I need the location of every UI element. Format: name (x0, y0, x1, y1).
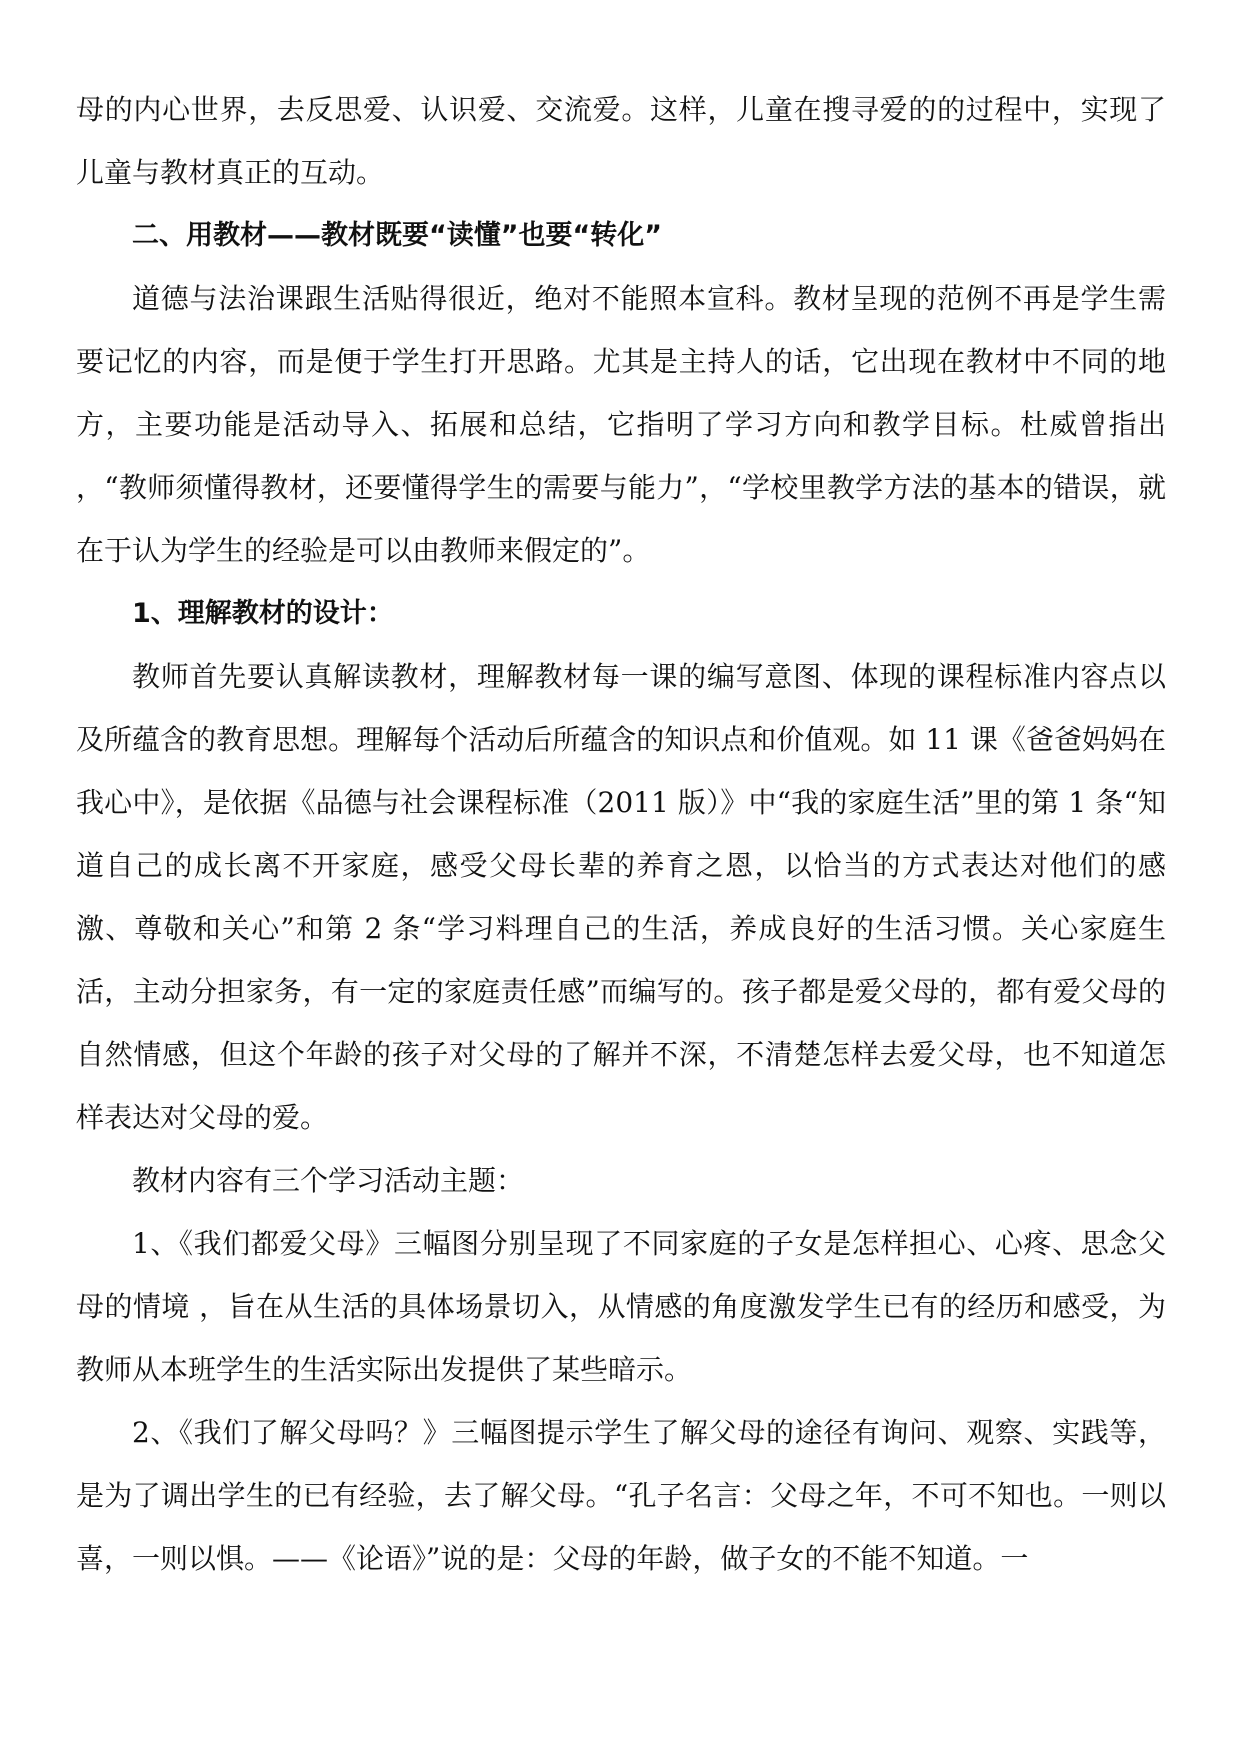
paragraph-continuation: 母的内心世界，去反思爱、认识爱、交流爱。这样，儿童在搜寻爱的的过程中，实现了儿童与教材真正的互动。 (76, 93, 1166, 189)
subheading-understand-design: 1、理解教材的设计： (132, 598, 394, 629)
document-page (76, 78, 1166, 1590)
paragraph-intro: 道德与法治课跟生活贴得很近，绝对不能照本宣科。教材呈现的范例不再是学生需要记忆的内容，而是便于学生打开思路。尤其是主持人的话，它出现在教材中不同的地方，主要功能是活动导入、拓展和总结，它指明了学习方向和教学目标。杜威曾指出 ，“教师须懂得教材，还要懂得学生的需要与能力”，“学校里教学方法的基本的错误，就在于认为学生的经验是可以由教师来假定的”。 (76, 282, 1166, 567)
paragraph-theme-1: 1、《我们都爱父母》三幅图分别呈现了不同家庭的子女是怎样担心、心疼、思念父母的情境 ，旨在从生活的具体场景切入，从情感的角度激发学生已有的经历和感受，为教师从本班学生的生活实际出发提供了某些暗示。 (76, 1227, 1166, 1386)
paragraph-themes-intro: 教材内容有三个学习活动主题： (132, 1164, 525, 1197)
section-heading-use-textbook: 二、用教材——教材既要“读懂”也要“转化” (132, 220, 662, 251)
paragraph-theme-2: 2、《我们了解父母吗？》三幅图提示学生了解父母的途径有询问、观察、实践等，是为了调出学生的已有经验，去了解父母。“孔子名言：父母之年，不可不知也。一则以喜，一则以惧。——《论语》”说的是：父母的年龄，做子女的不能不知道。一 (76, 1416, 1166, 1575)
paragraph-lesson-11: 教师首先要认真解读教材，理解教材每一课的编写意图、体现的课程标准内容点以及所蕴含的教育思想。理解每个活动后所蕴含的知识点和价值观。如 11 课《爸爸妈妈在我心中》，是依据《品德与社会课程标准（2011 版）》中“我的家庭生活”里的第 1 条“知道自己的成长离不开家庭，感受父母长辈的养育之恩，以恰当的方式表达对他们的感激、尊敬和关心”和第 2 条“学习料理自己的生活，养成良好的生活习惯。关心家庭生活，主动分担家务，有一定的家庭责任感”而编写的。孩子都是爱父母的，都有爱父母的自然情感，但这个年龄的孩子对父母的了解并不深，不清楚怎样去爱父母，也不知道怎样表达对父母的爱。 (76, 660, 1166, 1134)
